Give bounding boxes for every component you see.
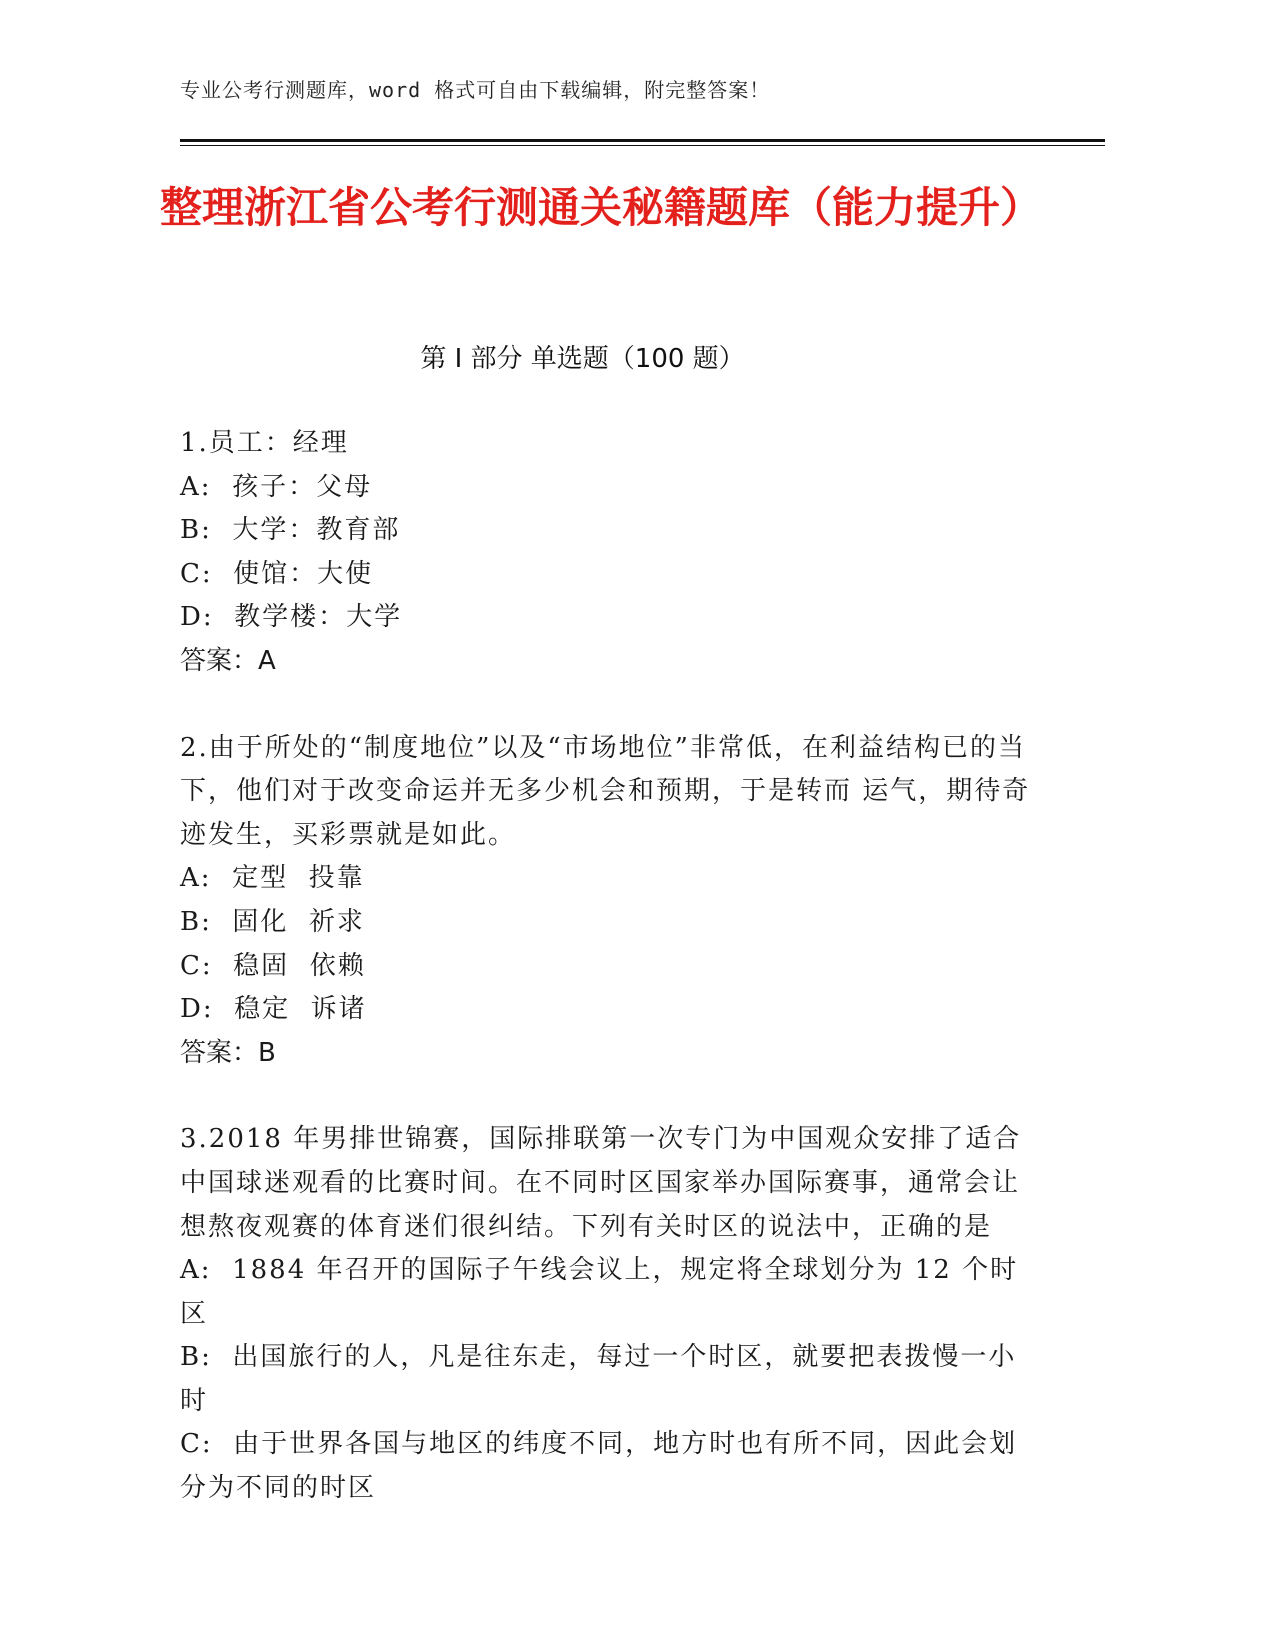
answer: 答案：A (180, 645, 276, 676)
header-rule-thick (180, 139, 1105, 142)
header-rule-thin (180, 145, 1105, 146)
option-a: A: 定型 投靠 (180, 863, 365, 894)
question-2 (180, 727, 1040, 1076)
question-3 (180, 1118, 1040, 1510)
question-stem: 1.员工：经理 (180, 428, 349, 458)
option-c: C: 由于世界各国与地区的纬度不同，地方时也有所不同，因此会划分为不同的时区 (180, 1429, 1018, 1504)
option-a: A: 1884 年召开的国际子午线会议上，规定将全球划分为 12 个时区 (180, 1255, 1019, 1329)
option-c: C: 使馆：大使 (180, 558, 374, 589)
question-stem: 2.由于所处的“制度地位”以及“市场地位”非常低，在利益结构已的当下，他们对于改变命运并无多少机会和预期，于是转而 运气，期待奇迹发生，买彩票就是如此。 (180, 732, 1031, 850)
option-d: D: 稳定 诉诸 (180, 994, 367, 1025)
page-header: 专业公考行测题库，word 格式可自由下载编辑，附完整答案！ (180, 78, 771, 102)
question-1 (180, 422, 1040, 684)
question-list (180, 422, 1040, 1554)
option-b: B: 大学：教育部 (180, 515, 401, 546)
section-title: 第 I 部分 单选题（100 题） (420, 344, 745, 374)
option-a: A: 孩子：父母 (180, 471, 373, 502)
document-title: 整理浙江省公考行测通关秘籍题库（能力提升） (160, 183, 1043, 232)
option-b: B: 出国旅行的人，凡是往东走，每过一个时区，就要把表拨慢一小时 (180, 1342, 1017, 1416)
option-c: C: 稳固 依赖 (180, 950, 366, 981)
option-d: D: 教学楼：大学 (180, 602, 403, 633)
option-b: B: 固化 祈求 (180, 906, 365, 937)
answer: 答案：B (180, 1037, 276, 1068)
question-stem: 3.2018 年男排世锦赛，国际排联第一次专门为中国观众安排了适合中国球迷观看的比赛时间。在不同时区国家举办国际赛事，通常会让想熬夜观赛的体育迷们很纠结。下列有关时区的说法中，正确的是 (180, 1124, 1022, 1242)
